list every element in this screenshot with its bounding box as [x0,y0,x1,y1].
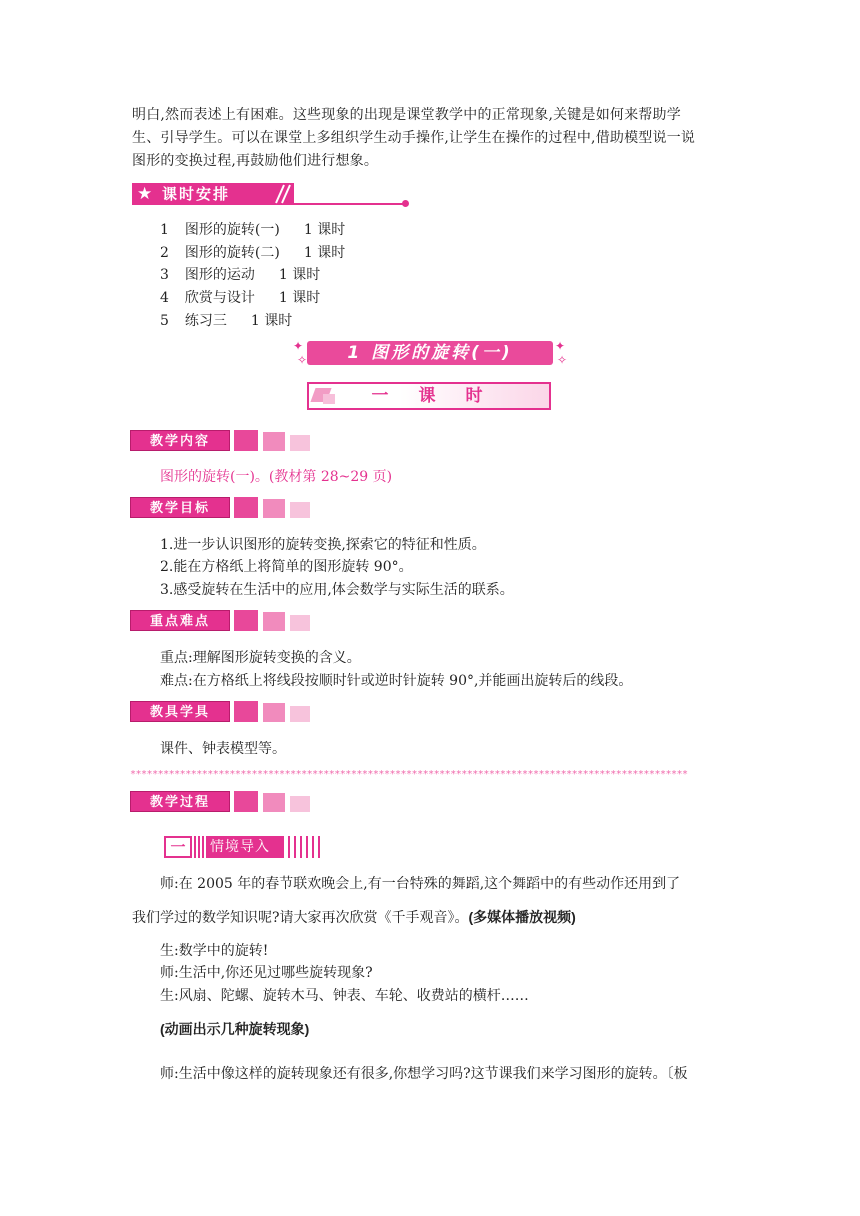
square-decoration-icon [234,791,258,812]
sparkle-icon: ✦ [293,339,304,353]
lesson-title-banner [293,338,569,368]
square-decoration-icon [234,610,258,631]
situation-label: 情境导入 [206,836,282,858]
slash-decoration-icon [270,183,294,205]
sparkle-icon: ✧ [297,353,308,367]
teacher-line-1-cont: 我们学过的数学知识呢?请大家再次欣赏《千手观音》。(多媒体播放视频) [132,909,576,926]
animation-note: (动画出示几种旋转现象) [160,1021,310,1037]
square-decoration-icon [263,432,285,451]
square-decoration-icon [234,497,258,518]
student-line-1: 生:数学中的旋转! [160,943,269,959]
square-decoration-icon [290,435,310,451]
section-label: 教学内容 [130,430,230,451]
square-decoration-icon [263,793,285,812]
sparkle-icon: ✦ [555,339,566,353]
section-header-process [130,791,322,815]
goal-item-3: 3.感受旋转在生活中的应用,体会数学与实际生活的联系。 [160,582,514,598]
section-label: 教具学具 [130,701,230,722]
period-box [307,382,551,410]
square-decoration-icon [290,706,310,722]
square-decoration-icon [263,612,285,631]
schedule-item-2: 2 图形的旋转(二) 1 课时 [160,245,346,261]
difficult-point-text: 难点:在方格纸上将线段按顺时针或逆时针旋转 90°,并能画出旋转后的线段。 [160,673,633,689]
square-decoration-icon [290,502,310,518]
lesson-title: 1 图形的旋转(一) [347,343,513,363]
square-decoration-icon [263,703,285,722]
teacher-line-3: 师:生活中像这样的旋转现象还有很多,你想学习吗?这节课我们来学习图形的旋转。〔板 [160,1066,688,1082]
square-decoration-icon [234,701,258,722]
square-decoration-icon [290,615,310,631]
section-header-key-points [130,610,322,634]
schedule-item-3: 3 图形的运动 1 课时 [160,267,321,283]
section-header-content [130,430,322,454]
intro-line-2: 生、引导学生。可以在课堂上多组织学生动手操作,让学生在操作的过程中,借助模型说一说 [132,130,696,146]
square-decoration-icon [234,430,258,451]
section-header-tools [130,701,322,725]
content-text: 图形的旋转(一)。(教材第 28~29 页) [160,469,393,485]
section-label: 教学目标 [130,497,230,518]
video-note: (多媒体播放视频) [468,909,576,925]
goal-item-2: 2.能在方格纸上将简单的图形旋转 90°。 [160,559,413,575]
square-decoration-icon [263,499,285,518]
tools-text: 课件、钟表模型等。 [160,741,286,757]
schedule-heading: 课时安排 [162,185,231,203]
section-header-goals [130,497,322,521]
goal-item-1: 1.进一步认识图形的旋转变换,探索它的特征和性质。 [160,537,486,553]
schedule-underline [294,203,406,205]
section-label: 教学过程 [130,791,230,812]
intro-line-1: 明白,然而表述上有困难。这些现象的出现是课堂教学中的正常现象,关键是如何来帮助学 [132,107,681,123]
schedule-item-1: 1 图形的旋转(一) 1 课时 [160,222,346,238]
student-line-2: 生:风扇、陀螺、旋转木马、钟表、车轮、收费站的横杆…… [160,988,529,1004]
sparkle-icon: ✧ [557,353,568,367]
star-divider: ***************************************************************************************************** [130,770,688,780]
teacher-line-2: 师:生活中,你还见过哪些旋转现象? [160,965,373,981]
intro-line-3: 图形的变换过程,再鼓励他们进行想象。 [132,153,379,169]
schedule-item-4: 4 欣赏与设计 1 课时 [160,290,321,306]
schedule-item-5: 5 练习三 1 课时 [160,313,293,329]
stripe-decoration-icon [194,836,204,858]
key-point-text: 重点:理解图形旋转变换的含义。 [160,650,361,666]
stripe-decoration-icon [282,836,322,858]
section-label: 重点难点 [130,610,230,631]
situation-header [164,836,324,860]
star-icon: ★ [137,184,153,204]
schedule-banner [132,183,294,205]
teacher-line-1: 师:在 2005 年的春节联欢晚会上,有一台特殊的舞蹈,这个舞蹈中的有些动作还用到了 [160,876,681,892]
schedule-dot-icon [402,200,409,207]
square-decoration-icon [290,796,310,812]
situation-number: 一 [164,836,192,858]
period-label: 一课时 [371,386,513,406]
